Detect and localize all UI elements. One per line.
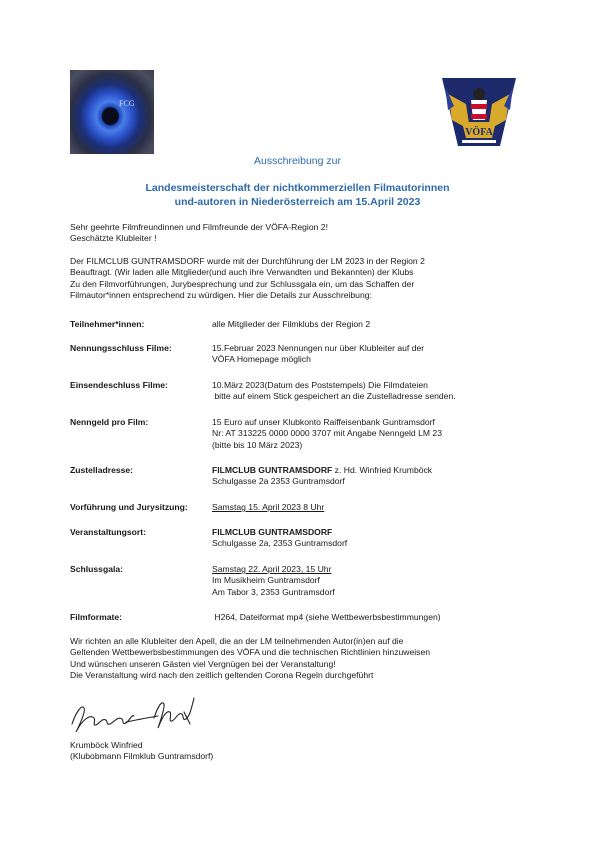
doc-title-line3: und-autoren in Niederösterreich am 15.April 2023 [174, 196, 421, 208]
intro-line: Filmautor*innen entsprechend zu würdigen. Hier die Details zur Ausschreibung: [70, 290, 372, 301]
venue-label: Veranstaltungsort: [70, 527, 146, 537]
submission-deadline-line: 10.März 2023(Datum des Poststempels) Die Filmdateien [212, 380, 428, 390]
intro-paragraph [70, 256, 425, 302]
venue-street: Schulgasse 2a, 2353 Guntramsdorf [212, 538, 348, 549]
entry-fee-line: (bitte bis 10 März 2023) [212, 439, 303, 450]
gala-line: Im Musikheim Guntramsdorf [212, 575, 320, 586]
signature-role: (Klubobmann Filmklub Guntramsdorf) [70, 751, 214, 762]
closing-line: Die Veranstaltung wird nach den zeitlich geltenden Corona Regeln durchgeführt [70, 670, 374, 681]
screening-value: Samstag 15. April 2023 8 Uhr [212, 502, 325, 512]
entry-fee-label: Nenngeld pro Film: [70, 417, 149, 427]
closing-line: Geltenden Wettbewerbsbestimmungen des VÖFA und die technischen Richtlinien hinzuweisen [70, 647, 431, 658]
screening-label: Vorführung und Jurysitzung: [70, 502, 188, 512]
signature-name: Krumböck Winfried [70, 740, 143, 750]
greeting-line: Sehr geehrte Filmfreundinnen und Filmfreunde der VÖFA-Region 2! [70, 222, 328, 232]
delivery-contact: z. Hd. Winfried Krumböck [332, 465, 433, 475]
formats-label: Filmformate: [70, 612, 123, 622]
entry-deadline-line: VÖFA Homepage möglich [212, 354, 311, 365]
closing-line: Wir richten an alle Klubleiter den Apell, die an der LM teilnehmenden Autor(in)en auf die [70, 636, 404, 646]
closing-paragraph [70, 636, 430, 682]
vofa-eagle-logo [440, 76, 518, 152]
gala-label: Schlussgala: [70, 564, 124, 574]
intro-line: Der FILMCLUB GUNTRAMSDORF wurde mit der Durchführung der LM 2023 in der Region 2 [70, 256, 425, 266]
delivery-address-label: Zustelladresse: [70, 465, 134, 475]
venue-value [212, 527, 347, 550]
gala-value [212, 564, 335, 598]
signature-block [70, 740, 213, 763]
filmclub-eye-logo [70, 70, 154, 154]
formats-value: H264, Dateiformat mp4 (siehe Wettbewerbsbestimmungen) [212, 612, 441, 622]
vofa-logo-caption: VÖFA [465, 127, 493, 138]
entry-deadline-value [212, 343, 424, 366]
entry-deadline-line: 15.Februar 2023 Nennungen nur über Klubleiter auf der [212, 343, 425, 353]
greeting [70, 222, 328, 245]
participants-value [212, 319, 370, 330]
greeting-line: Geschätzte Klubleiter ! [70, 233, 157, 244]
delivery-address-value [212, 465, 432, 488]
closing-line: Und wünschen unseren Gästen viel Vergnügen bei der Veranstaltung! [70, 658, 336, 669]
venue-club-name: FILMCLUB GUNTRAMSDORF [212, 527, 333, 537]
delivery-address-line [212, 465, 432, 476]
delivery-club-name: FILMCLUB GUNTRAMSDORF [212, 465, 333, 475]
intro-line: Zu den Filmvorführungen, Jurybesprechung und zur Schlussgala ein, um das Schaffen der [70, 278, 415, 289]
entry-fee-line: 15 Euro auf unser Klubkonto Raiffeisenbank Guntramsdorf [212, 417, 435, 427]
gala-date: Samstag 22. April 2023, 15 Uhr [212, 564, 332, 574]
participants-label: Teilnehmer*innen: [70, 319, 145, 329]
handwritten-signature [66, 694, 202, 738]
fcg-logo-caption: FCG [119, 99, 135, 108]
submission-deadline-value [212, 380, 456, 403]
doc-title-line1: Ausschreibung zur [254, 155, 341, 167]
entry-fee-line: Nr: AT 313225 0000 0000 3707 mit Angabe Nenngeld LM 23 [212, 428, 442, 439]
submission-deadline-line: bitte auf einem Stick gespeichert an die Zustelladresse senden. [212, 391, 456, 402]
gala-line: Am Tabor 3, 2353 Guntramsdorf [212, 586, 335, 597]
submission-deadline-label: Einsendeschluss Filme: [70, 380, 168, 390]
entry-deadline-label: Nennungsschluss Filme: [70, 343, 172, 353]
delivery-street: Schulgasse 2a 2353 Guntramsdorf [212, 476, 345, 487]
participants-line: alle Mitglieder der Filmklubs der Region 2 [212, 319, 371, 329]
doc-title-line2: Landesmeisterschaft der nichtkommerziellen Filmautorinnen [145, 182, 450, 194]
intro-line: Beauftragt. (Wir laden alle Mitglieder(und auch ihre Verwandten und Bekannten) der Klubs [70, 267, 414, 278]
entry-fee-value [212, 417, 442, 451]
